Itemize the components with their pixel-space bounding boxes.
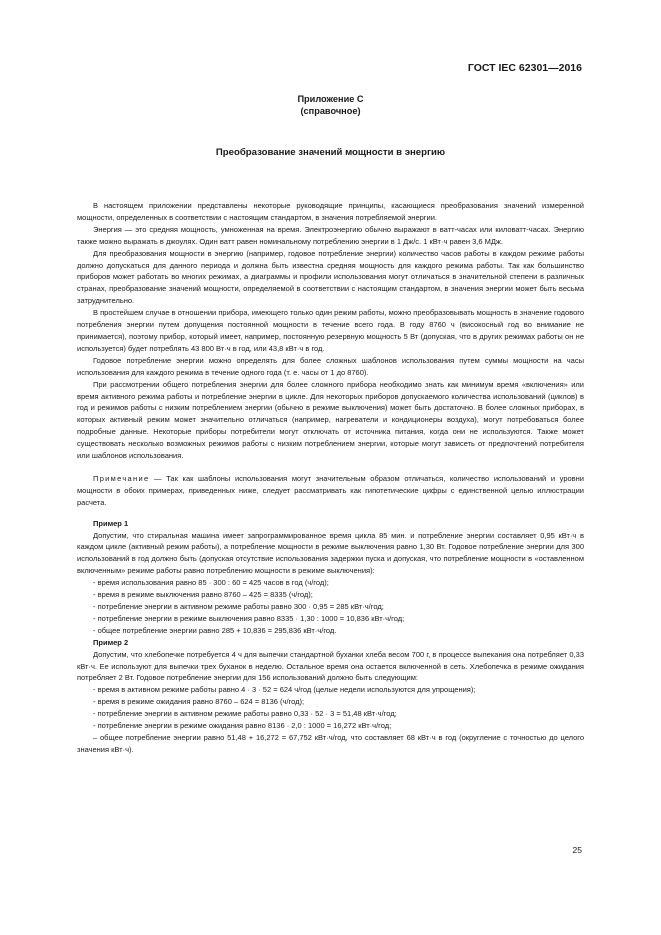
- note: [77, 473, 584, 509]
- list-item: - время в режиме выключения равно 8760 – 425 = 8335 (ч/год);: [93, 590, 313, 600]
- note-text: — Так как шаблоны использования могут значительным образом отличаться, количество использований и уровни мощности в обоих примерах, приведенных ниже, следует рассматривать как гипотетические цифры с единственной целью иллюстрации расчета.: [77, 473, 584, 507]
- appendix-title: Приложение С: [297, 94, 364, 104]
- list-item: - время использования равно 85 · 300 : 60 = 425 часов в год (ч/год);: [93, 578, 329, 588]
- list-item: - потребление энергии в режиме выключения равно 8335 · 1,30 : 1000 = 10,836 кВт·ч/год;: [93, 613, 405, 623]
- list-item: - время в активном режиме работы равно 4 · 3 · 52 = 624 ч/год (целые недели используются для упрощения);: [93, 685, 476, 695]
- paragraph: В настоящем приложении представлены некоторые руководящие принципы, касающиеся преобразования значений измеренной мощности, определенных в соответствии с настоящим стандартом, в значения потребляемой энергии.: [77, 201, 584, 222]
- list-item: - потребление энергии в режиме ожидания равно 8136 · 2,0 : 1000 = 16,272 кВт·ч/год;: [93, 721, 392, 731]
- section-title: Преобразование значений мощности в энергию: [215, 147, 446, 158]
- example-1-heading: Пример 1: [93, 518, 129, 528]
- paragraph: Энергия — это средняя мощность, умноженная на время. Электроэнергию обычно выражают в ватт-часах или киловатт-часах. Энергию также можно выражать в джоулях. Один ватт равен номинальному потреблению энергии в 1 Дж/с. 1 кВт·ч равен 3,6 МДж.: [77, 224, 584, 246]
- document-code: ГОСТ IEC 62301—2016: [467, 62, 582, 74]
- paragraph: Годовое потребление энергии можно определять для более сложных шаблонов использования путем суммы мощности на часы использования для каждого режима в течение одного года (т. е. часы от 1 до 8760).: [77, 355, 584, 377]
- appendix-subtitle: (справочное): [300, 106, 361, 116]
- list-item: - время в режиме ожидания равно 8760 – 624 = 8136 (ч/год);: [93, 697, 305, 707]
- example-2-list: [77, 684, 584, 755]
- paragraph: В простейшем случае в отношении прибора, имеющего только один режим работы, можно преобразовывать мощность в значение годового потребления энергии путем допущения постоянной мощности в течение всего года. В году 8760 ч (високосный год во внимание не принимается), поэтому прибор, который имеет, например, постоянную резервную мощность 5 Вт (допуская, что в других режимах работы он не используется) будет потреблять 43 800 Вт·ч в год, или 43,8 кВт·ч в год.: [77, 308, 584, 353]
- note-label: Примечание: [93, 473, 150, 483]
- document-body: [77, 200, 584, 756]
- paragraph: При рассмотрении общего потребления энергии для более сложного прибора необходимо знать как минимум время «включения» или время активного режима работы и потребление энергии в цикле. Для некоторых приборов допускаемого количества использований (циклов) в год и режимов работы с низким потреблением энергии (обычно в режиме выключения) может быть достаточно. В более сложных приборах, в которых активный режим может значительно отличаться (например, нагреватели и кондиционеры воздуха), могут потребоваться более подробные данные. Некоторые приборы потребители могут отключать от источника питания, когда они не используются. Также может существовать несколько возможных режимов работы с низким потреблением энергии, которые могут зависеть от предпочтений потребителя или шаблонов использования.: [77, 379, 584, 461]
- list-item: - общее потребление энергии равно 285 + 10,836 = 295,836 кВт·ч/год.: [93, 625, 337, 635]
- list-item: – общее потребление энергии равно 51,48 + 16,272 = 67,752 кВт·ч/год, что составляет 68 кВт·ч в год (округление с точностью до целого значения кВт·ч).: [77, 732, 584, 754]
- example-1-intro: Допустим, что стиральная машина имеет запрограммированное время цикла 85 мин. и потребление энергии составляет 0,95 кВт·ч в каждом цикле (активный режим работы), а потребление мощности в режиме выключения равно 1,30 Вт. Годовое потребление энергии для 300 использований в год должно быть (допуская отсутствие использования задержки пуска и допуская, что потребление мощности в «оставленном включенным» режиме работы равно потреблению мощности в режиме выключения):: [77, 530, 584, 576]
- appendix-heading: [0, 93, 661, 117]
- page-number: 25: [572, 845, 582, 855]
- list-item: - потребление энергии в активном режиме работы равно 0,33 · 52 · 3 = 51,48 кВт·ч/год;: [93, 709, 397, 719]
- paragraph: Для преобразования мощности в энергию (например, годовое потребление энергии) количество часов работы в каждом режиме работы должно допускаться для данного периода и должна быть известна средняя мощность для каждого режима работы. Так как большинство приборов может работать во многих режимах, а диаграммы и профили использования могут отличаться в значительной степени в различных странах, преобразование значений мощности, определяемой в соответствии с настоящим стандартом, в значения энергии может быть весьма затруднительно.: [77, 248, 584, 306]
- example-1-list: [77, 577, 584, 637]
- example-2-intro: Допустим, что хлебопечке потребуется 4 ч для выпечки стандартной буханки хлеба весом 700 г, в процессе выпекания она потребляет 0,33 кВт·ч. Ее используют для выпечки трех буханок в неделю. Остальное время она остается включенной в сеть. Хлебопечка в режиме ожидания потребляет 2 Вт. Годовое потребление энергии для 156 использований должно быть следующим:: [77, 649, 584, 683]
- example-2-heading: Пример 2: [93, 637, 129, 647]
- list-item: - потребление энергии в активном режиме работы равно 300 · 0,95 = 285 кВт·ч/год;: [93, 602, 384, 611]
